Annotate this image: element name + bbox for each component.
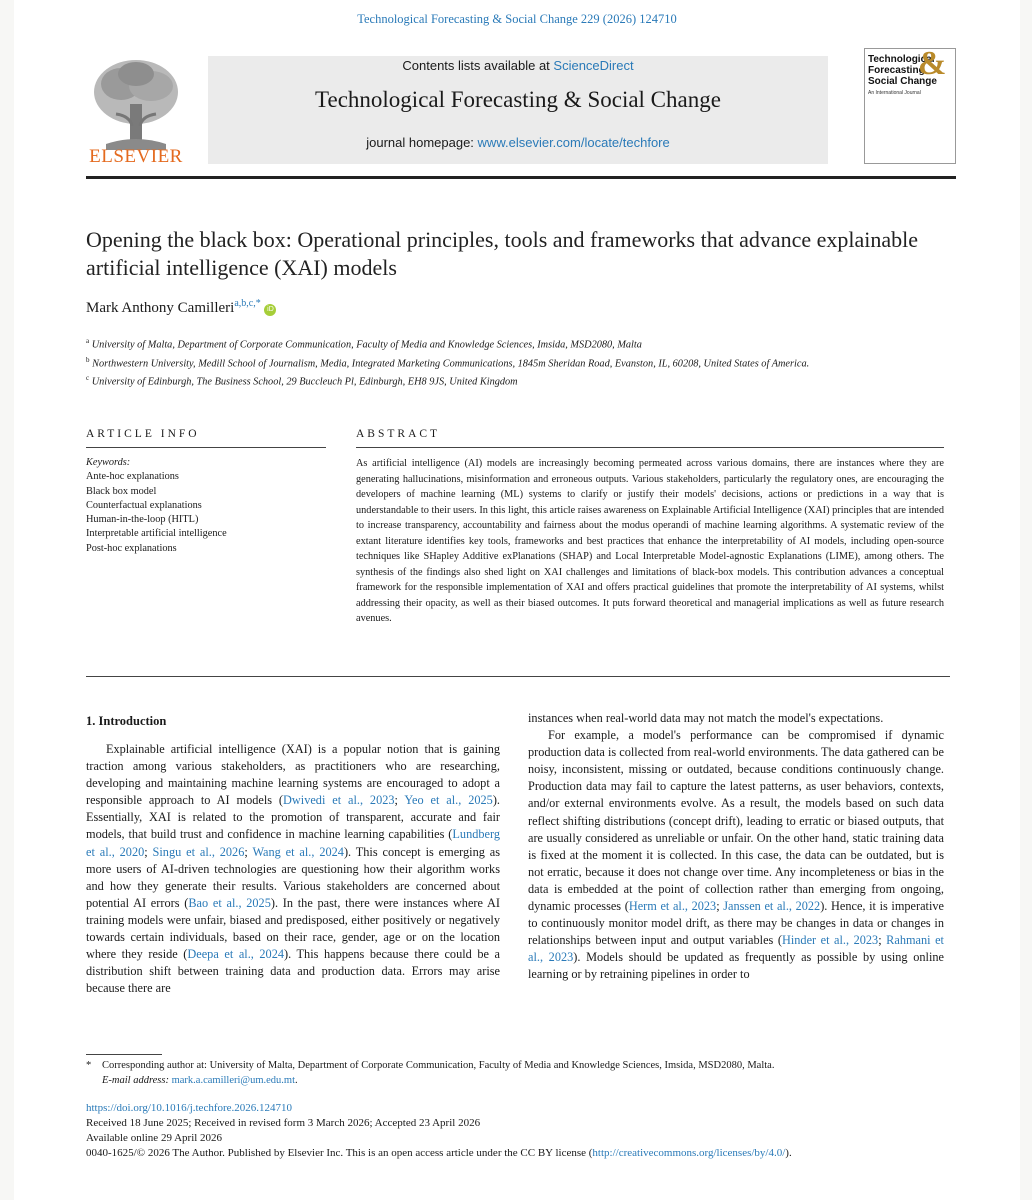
body-column-right [528, 710, 944, 984]
homepage-prefix: journal homepage: [366, 135, 478, 150]
email-label: E-mail address: [102, 1075, 169, 1086]
orcid-icon[interactable]: iD [264, 304, 276, 316]
license-prefix: 0040-1625/© 2026 The Author. Published by Elsevier Inc. This is an open access article under the CC BY license ( [86, 1147, 593, 1159]
publisher-wordmark: ELSEVIER [89, 146, 183, 167]
journal-title: Technological Forecasting & Social Change [315, 87, 721, 112]
license-suffix: ). [785, 1147, 792, 1159]
paragraph-text: ). This happens because there could be a distribution shift between training data and production data. Errors may arise because there are [86, 947, 501, 996]
article-title: Opening the black box: Operational principles, tools and frameworks that advance explainable artificial intelligence (XAI) models [86, 227, 919, 280]
abstract-rule [356, 447, 944, 448]
paragraph-text: ). In the past, there were instances where AI training models were unfair, biased and predisposed, either positively or negatively towards certain individuals, based on their race, gender, age or on the location where they reside ( [86, 895, 500, 962]
author-line [86, 298, 276, 317]
keyword-item: Counterfactual explanations [86, 499, 202, 511]
paragraph-text: ). Models should be updated as frequently as possible by using online learning or by retraining pipelines in order to [528, 950, 944, 982]
citation-link[interactable]: Rahmani et al., 2023 [528, 933, 944, 965]
keyword-item: Ante-hoc explanations [86, 471, 179, 483]
paragraph-text: ; [878, 933, 887, 948]
article-info [86, 428, 326, 556]
citation-link[interactable]: Wang et al., 2024 [252, 844, 344, 859]
keyword-item: Interpretable artificial intelligence [86, 528, 227, 540]
paragraph-text: Explainable artificial intelligence (XAI) is a popular notion that is gaining traction among various stakeholders, as practitioners who are researching, developing and maintaining machine learning systems are encouraged to adopt a responsible approach to AI models ( [86, 742, 500, 808]
citation-link[interactable]: Janssen et al., 2022 [723, 899, 821, 914]
section-title: 1. Introduction [86, 714, 167, 728]
paragraph-text: ). Essentially, XAI is related to the promotion of transparent, accurate and fair models, that build trust and confidence in machine learning capabilities ( [86, 793, 500, 842]
contents-line [208, 58, 828, 73]
citation-link[interactable]: Lundberg et al., 2020 [86, 827, 500, 859]
publication-info [86, 1101, 950, 1161]
paragraph-text: ; [144, 844, 153, 859]
paragraph-text: ; [716, 899, 724, 914]
affiliations [86, 334, 950, 390]
keyword-item: Post-hoc explanations [86, 542, 177, 554]
affiliation-b: $^b$ Northwestern University, Medill School of Journalism, Media, Integrated Marketing Communications, 1845m Sheridan Road, Evanston, IL, 60208, United States of America. [86, 355, 810, 370]
footnote-star: * [86, 1060, 92, 1071]
masthead-rule [86, 176, 956, 179]
keyword-item: Black box model [86, 485, 157, 497]
body-column-left [86, 710, 500, 997]
cover-title-line-3: Social Change [868, 76, 937, 87]
citation-link[interactable]: Bao et al., 2025 [188, 895, 271, 910]
footnote-rule [86, 1054, 162, 1055]
doi-link[interactable]: https://doi.org/10.1016/j.techfore.2026.124710 [86, 1102, 293, 1114]
citation-link[interactable]: Hinder et al., 2023 [781, 933, 879, 948]
intro-paragraph [86, 741, 500, 997]
contents-prefix: Contents lists available at [402, 58, 554, 73]
paragraph-text: ; [394, 793, 405, 808]
keyword-item: Human-in-the-loop (HITL) [86, 514, 199, 526]
keywords-list [86, 456, 326, 556]
journal-homepage-link[interactable]: www.elsevier.com/locate/techfore [477, 135, 670, 150]
example-paragraph [528, 727, 944, 983]
masthead [86, 44, 956, 174]
affiliation-c: $^c$ University of Edinburgh, The Business School, 29 Buccleuch Pl, Edinburgh, EH8 9JS, United Kingdom [86, 374, 518, 388]
citation-link[interactable]: Deepa et al., 2024 [187, 947, 285, 962]
corresponding-author-note [86, 1058, 950, 1073]
corresponding-author-text: Corresponding author at: University of Malta, Department of Corporate Communication, Faculty of Media and Knowledge Sciences, Imsida, MSD2080, Malta. [102, 1060, 775, 1071]
article-page [14, 0, 1020, 1200]
citation-link[interactable]: Yeo et al., 2025 [404, 793, 493, 808]
cover-title-line-1: Technological [868, 54, 935, 65]
received-dates: Received 18 June 2025; Received in revised form 3 March 2026; Accepted 23 April 2026 [86, 1117, 481, 1129]
author-name[interactable]: Mark Anthony Camilleri [86, 300, 235, 316]
paragraph-text: ). This concept is emerging as more users of AI-driven technologies are questioning how their algorithm works and how they generate their results. Various stakeholders are concerned about potential AI errors ( [86, 844, 501, 910]
article-info-rule [86, 447, 326, 448]
license-link[interactable]: http://creativecommons.org/licenses/by/4.0/ [592, 1147, 786, 1159]
author-affiliation-marks[interactable]: a,b,c,* [234, 298, 261, 309]
email-line [86, 1073, 950, 1088]
journal-cover-thumbnail[interactable] [864, 45, 956, 164]
paragraph-text: ; [244, 844, 253, 859]
cover-subtitle: An International Journal [868, 90, 921, 96]
cover-ampersand-graphic: & [918, 45, 947, 82]
available-online: Available online 29 April 2026 [86, 1132, 223, 1144]
email-suffix: . [295, 1075, 298, 1086]
footnote [86, 1058, 950, 1088]
sciencedirect-link[interactable]: ScienceDirect [553, 58, 634, 73]
license-line [86, 1146, 950, 1161]
abstract-heading: ABSTRACT [356, 428, 441, 440]
continued-paragraph: instances when real-world data may not match the model's expectations. [528, 711, 884, 725]
citation-link[interactable]: Singu et al., 2026 [152, 844, 245, 859]
abstract-bottom-rule [86, 676, 950, 677]
citation-link[interactable]: Dwivedi et al., 2023 [283, 793, 395, 808]
article-info-heading: ARTICLE INFO [86, 428, 200, 440]
abstract [356, 428, 944, 627]
journal-banner [208, 56, 828, 164]
abstract-text: As artificial intelligence (AI) models are increasingly becoming permeated across various domains, there are instances where they are generating hallucinations, misinformation and erroneous outputs. Various stakeholders, particularly the regulatory ones, are encouraging the developers of machine learning (ML) systems to clarify or justify their models' decisions, actions or predictions in a way that is understandable to their users. In this light, this article raises awareness on Explainable Artificial Intelligence (XAI) principles that are intended to increase transparency, accountability and fairness about the modus operandi of machine learning algorithms. A systematic review of the extant literature identifies key tools, frameworks and best practices that enhance the interpretability of AI models, including open-source techniques like SHapley Additive exPlanations (SHAP) and Local Interpretable Model-agnostic Explanations (LIME), among others. The synthesis of the findings also shed light on XAI challenges and limitations of black-box models. This contribution advances a conceptual framework for the responsible implementation of XAI and offers practical guidelines that promote the interpretability of AI systems, whilst addressing their opacity, as well as their biased outcomes. It puts forward theoretical and managerial implications as well as future research avenues. [356, 458, 944, 624]
affiliation-a: $^a$ University of Malta, Department of Corporate Communication, Faculty of Media and Knowledge Sciences, Imsida, MSD2080, Malta [86, 337, 642, 351]
citation-link[interactable]: Herm et al., 2023 [628, 899, 717, 914]
homepage-line [208, 135, 828, 150]
cover-title [868, 45, 952, 87]
keywords-label: Keywords: [86, 457, 131, 468]
journal-citation-link[interactable]: Technological Forecasting & Social Change 229 (2026) 124710 [357, 12, 677, 26]
paragraph-text: ). Hence, it is imperative to continuously monitor model drift, as there may be changes in data or changes in relationships between input and output variables ( [528, 899, 944, 948]
cover-title-line-2: Forecasting [868, 65, 925, 76]
email-link[interactable]: mark.a.camilleri@um.edu.mt [171, 1075, 295, 1086]
paragraph-text: For example, a model's performance can be compromised if dynamic production data is collected from real-world environments. The data gathered can be noisy, inconsistent, missing or outdated, because conditions continuously change. Production data may fail to capture the latest patterns, as user behaviors, contexts, and/or external environments evolve. As a result, the models based on such data reflect shifting distributions (concept drift), leading to erratic or biased outputs, that are usually considered as unreliable or unfair. On the other hand, static training data is fixed at the moment it is collected. In this case, the data can be outdated, but is not erratic, because it does not change over time. Any incompleteness or bias in the data is embedded at the point of collection rather than emerging from ongoing, dynamic processes ( [528, 728, 944, 914]
